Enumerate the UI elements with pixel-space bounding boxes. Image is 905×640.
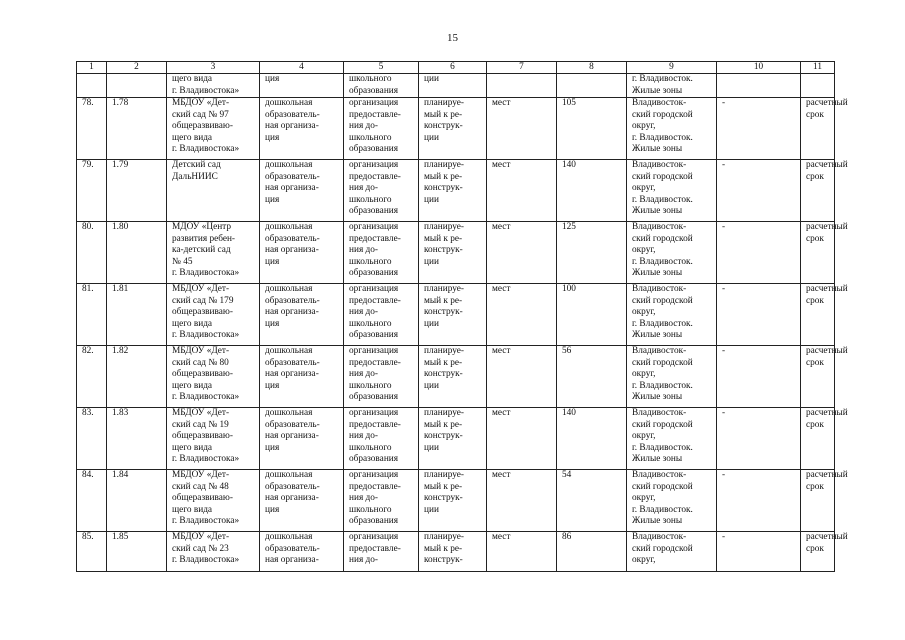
table-cell: 82. [77,346,107,408]
planning-table [76,61,848,572]
table-cell: - [717,160,801,222]
table-cell: 140 [557,408,627,470]
table-cell: расчетный срок [801,346,835,408]
header-cell: 10 [717,62,801,74]
table-cell: МБДОУ «Дет- ский сад № 19 общеразвиваю- щего вида г. Владивостока» [167,408,260,470]
table-cell: мест [487,284,557,346]
table-cell: 125 [557,222,627,284]
table-row [77,408,835,470]
table-cell: - [717,470,801,532]
table-cell: мест [487,346,557,408]
header-cell: 3 [167,62,260,74]
table-cell: - [717,532,801,572]
table-cell: Владивосток- ский городской округ, г. Владивосток. Жилые зоны [627,222,717,284]
table-cell: планируе- мый к ре- конструк- [419,532,487,572]
table-cell: Детский сад ДальНИИС [167,160,260,222]
table-cell: организация предоставле- ния до- школьного образования [344,470,419,532]
table-cell: планируе- мый к ре- конструк- ции [419,470,487,532]
table-cell: щего вида г. Владивостока» [167,74,260,98]
table-cell: 100 [557,284,627,346]
table-cell: планируе- мый к ре- конструк- ции [419,408,487,470]
table-cell: 1.81 [107,284,167,346]
header-cell: 2 [107,62,167,74]
table-cell: дошкольная образователь- ная организа- [260,532,344,572]
table-cell: Владивосток- ский городской округ, [627,532,717,572]
table-cell: 140 [557,160,627,222]
header-cell: 11 [801,62,835,74]
header-cell: 8 [557,62,627,74]
header-cell: 7 [487,62,557,74]
table-cell: Владивосток- ский городской округ, г. Владивосток. Жилые зоны [627,470,717,532]
table-cell: МДОУ «Центр развития ребен- ка-детский сад № 45 г. Владивостока» [167,222,260,284]
table-row [77,160,835,222]
table-cell [487,74,557,98]
table-cell: Владивосток- ский городской округ, г. Владивосток. Жилые зоны [627,284,717,346]
table-cell: МБДОУ «Дет- ский сад № 179 общеразвиваю- щего вида г. Владивостока» [167,284,260,346]
header-cell: 9 [627,62,717,74]
table-cell: 79. [77,160,107,222]
table-cell: планируе- мый к ре- конструк- ции [419,98,487,160]
table-cell: мест [487,532,557,572]
table-cell: Владивосток- ский городской округ, г. Владивосток. Жилые зоны [627,346,717,408]
table-cell: расчетный срок [801,284,835,346]
table-cell: организация предоставле- ния до- школьного образования [344,408,419,470]
table-cell: 1.78 [107,98,167,160]
table-cell: 81. [77,284,107,346]
table-cell: - [717,346,801,408]
table-cell: 1.82 [107,346,167,408]
table-cell: 56 [557,346,627,408]
table-cell: 1.80 [107,222,167,284]
table-row [77,532,835,572]
table-cell: - [717,98,801,160]
table-cell: 86 [557,532,627,572]
table-cell: 83. [77,408,107,470]
table-cell: 1.79 [107,160,167,222]
table-cell: организация предоставле- ния до- школьного образования [344,222,419,284]
header-cell: 4 [260,62,344,74]
table-cell: 80. [77,222,107,284]
table-cell [557,74,627,98]
table-cell: 85. [77,532,107,572]
table-cell [77,74,107,98]
table-cell: организация предоставле- ния до- школьного образования [344,98,419,160]
table-cell: дошкольная образователь- ная организа- ция [260,408,344,470]
table-cell: мест [487,408,557,470]
table-cell: - [717,408,801,470]
table-cell: 105 [557,98,627,160]
table-cell: 1.85 [107,532,167,572]
table-cell [801,74,835,98]
table-cell: планируе- мый к ре- конструк- ции [419,346,487,408]
table-cell: организация предоставле- ния до- школьного образования [344,284,419,346]
table-cell: школьного образования [344,74,419,98]
table-row [77,74,835,98]
header-cell: 6 [419,62,487,74]
table-cell: мест [487,160,557,222]
table-cell: МБДОУ «Дет- ский сад № 80 общеразвиваю- щего вида г. Владивостока» [167,346,260,408]
table-cell: дошкольная образователь- ная организа- ция [260,284,344,346]
table-cell: 54 [557,470,627,532]
table-cell: г. Владивосток. Жилые зоны [627,74,717,98]
table-cell: мест [487,470,557,532]
table-cell: расчетный срок [801,408,835,470]
table-cell: дошкольная образователь- ная организа- ция [260,346,344,408]
table-row [77,346,835,408]
table-cell: 1.83 [107,408,167,470]
header-cell: 1 [77,62,107,74]
table-cell: расчетный срок [801,532,835,572]
page-number: 15 [447,32,458,44]
table-cell: мест [487,98,557,160]
table-cell: организация предоставле- ния до- школьного образования [344,160,419,222]
table-cell: Владивосток- ский городской округ, г. Владивосток. Жилые зоны [627,98,717,160]
table-cell: планируе- мый к ре- конструк- ции [419,222,487,284]
header-row [77,62,835,74]
table-cell: ция [260,74,344,98]
table-cell: дошкольная образователь- ная организа- ция [260,222,344,284]
table-row [77,98,835,160]
table-row [77,284,835,346]
header-cell: 5 [344,62,419,74]
table-cell: МБДОУ «Дет- ский сад № 97 общеразвиваю- щего вида г. Владивостока» [167,98,260,160]
table-cell: расчетный срок [801,160,835,222]
table-cell: организация предоставле- ния до- [344,532,419,572]
table-cell [107,74,167,98]
table-cell: Владивосток- ский городской округ, г. Владивосток. Жилые зоны [627,160,717,222]
table-cell: дошкольная образователь- ная организа- ция [260,470,344,532]
table-cell: расчетный срок [801,470,835,532]
table-cell: расчетный срок [801,222,835,284]
table-cell: МБДОУ «Дет- ский сад № 23 г. Владивостока» [167,532,260,572]
table-cell: планируе- мый к ре- конструк- ции [419,160,487,222]
table-cell: МБДОУ «Дет- ский сад № 48 общеразвиваю- щего вида г. Владивостока» [167,470,260,532]
table-cell: 84. [77,470,107,532]
table-row [77,222,835,284]
table-cell: - [717,222,801,284]
table-cell: планируе- мый к ре- конструк- ции [419,284,487,346]
table-cell: мест [487,222,557,284]
table-cell: 78. [77,98,107,160]
table-cell: ции [419,74,487,98]
table-row [77,470,835,532]
table-cell: - [717,284,801,346]
table-cell: Владивосток- ский городской округ, г. Владивосток. Жилые зоны [627,408,717,470]
table-cell: организация предоставле- ния до- школьного образования [344,346,419,408]
table-cell: дошкольная образователь- ная организа- ция [260,98,344,160]
table-cell: расчетный срок [801,98,835,160]
table-cell: дошкольная образователь- ная организа- ция [260,160,344,222]
table-cell: 1.84 [107,470,167,532]
table-cell [717,74,801,98]
